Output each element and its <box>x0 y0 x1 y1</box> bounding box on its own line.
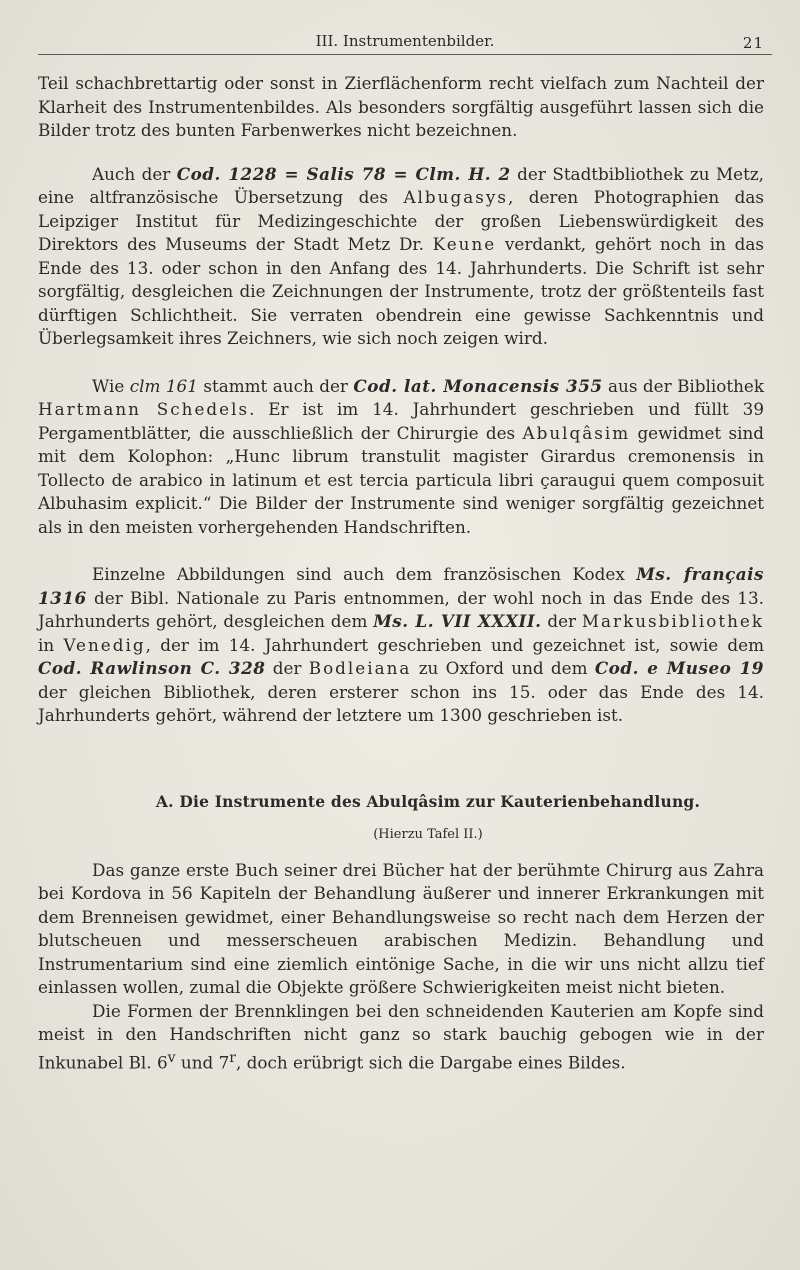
text-run: verdankt, gehört noch in das Ende des 13. oder schon in den Anfang des 14. Jahrhunderts. Die Schrift ist sehr sorgfältig, desgleichen die Zeichnungen der Instrumente, trotz der größtenteils fast dürftigen Schlichtheit. Sie verraten obendrein eine gewisse Sachkenntnis und Überlegsamkeit ihres Zeichners, wie sich noch zeigen wird. <box>38 234 764 348</box>
text-run: . Er ist im 14. Jahrhundert geschrieben und füllt 39 Pergamentblätter, die ausschließlich der Chirurgie des <box>38 399 765 443</box>
manuscript-siglum: Ms. français 1316 <box>38 564 764 608</box>
plate-reference: (Hierzu Tafel II.) <box>373 827 483 842</box>
text-run: der Bibl. Nationale zu Paris entnommen, der wohl noch in das Ende des 13. Jahrhunderts gehört, desgleichen dem <box>38 587 764 631</box>
paragraph-1: Teil schachbrettartig oder sonst in Zierflächenform recht vielfach zum Nachteil der Klarheit des Instrumentenbildes. Als besonders sorgfältig ausgeführt lassen sich die Bilder trotz des bunten Farbenwerkes nicht bezeichnen. <box>38 73 764 140</box>
manuscript-siglum: Cod. e Museo 19 <box>594 658 764 678</box>
text-run: der Stadtbibliothek zu Metz, eine altfranzösische Übersetzung des <box>38 163 764 207</box>
text-run: Wie <box>92 375 130 396</box>
author-name: Abulqâsim <box>522 422 631 443</box>
text-run: der gleichen Bibliothek, deren ersterer schon ins 15. oder das Ende des 14. Jahrhunderts gehört, während der letztere um 1300 geschrieben ist. <box>38 681 764 725</box>
folio-superscript: r <box>229 1049 236 1066</box>
folio-superscript: v <box>167 1049 176 1066</box>
text-run: , deren Photographien das Leipziger Institut für Medizingeschichte der großen Liebenswürdigkeit des Direktors des Museums der Stadt Metz Dr. <box>38 187 764 254</box>
manuscript-siglum: Ms. L. VII XXXII. <box>373 611 542 631</box>
manuscript-siglum: Cod. Rawlinson C. 328 <box>38 658 266 678</box>
paragraph-4 <box>38 563 764 728</box>
running-title: III. Instrumentenbilder. <box>315 32 495 50</box>
person-name: Hartmann Schedels <box>38 399 250 419</box>
manuscript-siglum: Cod. lat. Monacensis 355 <box>353 375 603 396</box>
paragraph-3 <box>38 375 764 540</box>
library-name: Bodleiana <box>308 658 412 678</box>
section-heading: A. Die Instrumente des Abulqâsim zur Kauterienbehandlung. <box>155 791 701 811</box>
text-run: Die Formen der Brennklingen bei den schneidenden Kauterien am Kopfe sind meist in den Handschriften nicht ganz so stark bauchig gebogen wie in der Inkunabel Bl. 6 <box>38 1000 764 1073</box>
manuscript-siglum: Cod. 1228 = Salis 78 = Clm. H. 2 <box>176 163 511 184</box>
paragraph-5: Das ganze erste Buch seiner drei Bücher hat der berühmte Chirurg aus Zahra bei Kordova in 56 Kapiteln der Behandlung äußerer und innerer Erkrankungen mit dem Brenneisen gewidmet, einer Behandlungsweise so recht nach dem Herzen der blutscheuen und messerscheuen arabischen Medizin. Behandlung und Instrumentarium sind eine ziemlich eintönige Sache, in die wir uns nicht allzu tief einlassen wollen, zumal die Objekte größere Schwierigkeiten meist nicht bieten. <box>38 859 764 997</box>
text-run: gewidmet sind mit dem Kolophon: „Hunc librum transtulit magister Girardus cremonensis in Tollecto de arabico in latinum et est tercia particula libri çaraugui quem composuit Albuhasim explicit.“ Die Bilder der Instrumente sind weniger sorgfältig gezeichnet als in den meisten vorhergehenden Handschriften. <box>38 422 764 537</box>
page-number: 21 <box>742 34 764 52</box>
paragraph-6 <box>38 1000 764 1075</box>
paragraph-2 <box>38 163 764 351</box>
text-run: der <box>541 611 582 631</box>
body-text <box>38 72 764 1075</box>
text-run: in <box>38 634 64 655</box>
library-name: Markusbibliothek <box>581 611 764 631</box>
person-name: Keune <box>432 234 497 254</box>
text-run: Einzelne Abbildungen sind auch dem französischen Kodex <box>92 564 637 584</box>
text-run: und 7 <box>175 1052 230 1073</box>
text-run: Auch der <box>92 163 177 184</box>
text-run: stammt auch der <box>197 375 354 396</box>
text-run: , doch erübrigt sich die Dargabe eines Bildes. <box>235 1052 626 1073</box>
place-name: Venedig <box>63 634 146 655</box>
text-run: der <box>265 658 309 678</box>
running-header <box>38 30 772 55</box>
text-run: aus der Bibliothek <box>602 375 765 396</box>
manuscript-reference: clm 161 <box>129 375 198 396</box>
text-run: , der im 14. Jahrhundert geschrieben und gezeichnet ist, sowie dem <box>145 634 765 655</box>
author-name: Albugasys <box>403 187 508 207</box>
text-run: zu Oxford und dem <box>411 658 595 678</box>
